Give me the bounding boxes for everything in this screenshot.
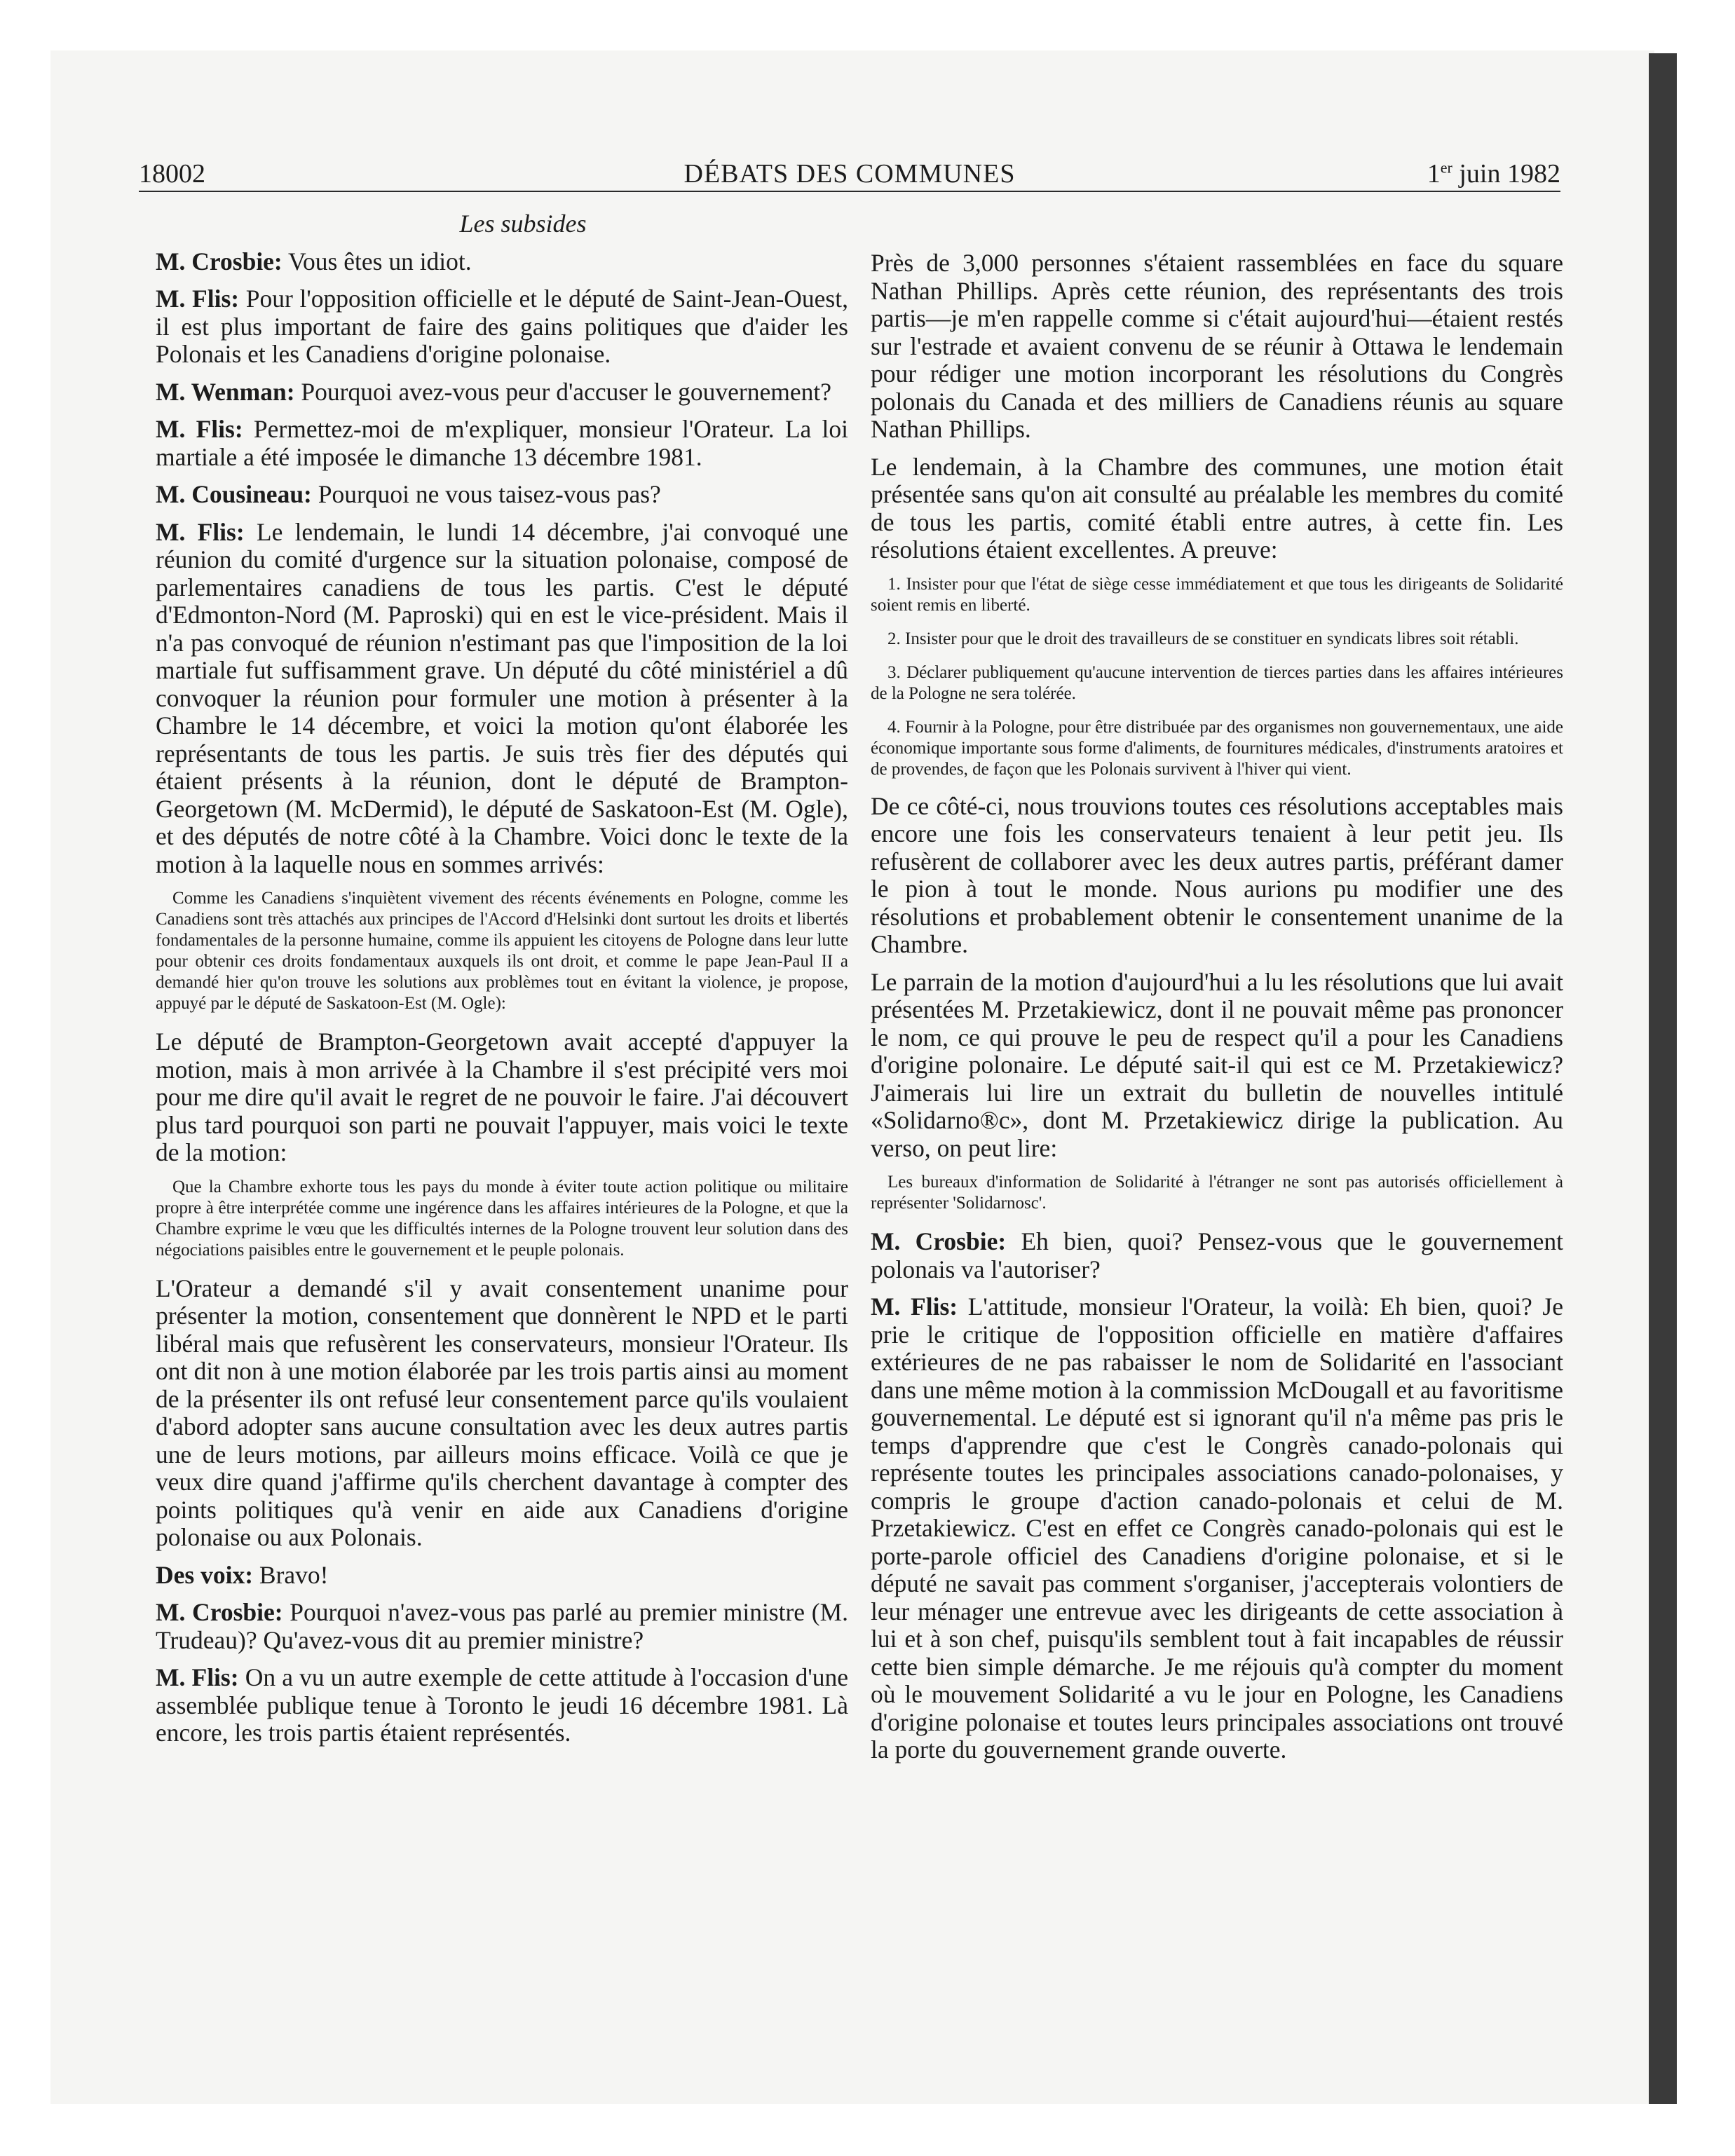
- speech-paragraph: M. Cousineau: Pourquoi ne vous taisez-vous pas?: [156, 480, 661, 508]
- left-column: [156, 210, 848, 1757]
- resolution-item: 2. Insister pour que le droit des travailleurs de se constituer en syndicats libres soit rétabli.: [887, 629, 1519, 648]
- motion-quote: Comme les Canadiens s'inquiètent vivement des récents événements en Pologne, comme les Canadiens sont très attachés aux principes de l'Accord d'Helsinki dont surtout les droits et libertés fondamentales de la personne humaine, comme ils appuient les citoyens de Pologne dans leur lutte pour obtenir ces droits fondamentaux auxquels ils ont droit, et comme le pape Jean-Paul II a demandé hier qu'on trouve les solutions aux problèmes tout en évitant la violence, je propose, appuyé par le député de Saskatoon-Est (M. Ogle):: [156, 889, 848, 1013]
- right-column: [871, 250, 1563, 1774]
- speaker-name: M. Cousineau:: [156, 480, 312, 508]
- speech-paragraph: M. Crosbie: Eh bien, quoi? Pensez-vous que le gouvernement polonais va l'autoriser?: [871, 1227, 1563, 1283]
- speaker-name: Des voix:: [156, 1560, 254, 1589]
- speech-paragraph: M. Flis: Pour l'opposition officielle et le député de Saint-Jean-Ouest, il est plus important de faire des gains politiques que d'aider les Polonais et les Canadiens d'origine polonaise.: [156, 285, 848, 368]
- publication-title: DÉBATS DES COMMUNES: [683, 159, 1016, 189]
- speech-paragraph: M. Crosbie: Pourquoi n'avez-vous pas parlé au premier ministre (M. Trudeau)? Qu'avez-vous dit au premier ministre?: [156, 1598, 849, 1654]
- body-paragraph: De ce côté-ci, nous trouvions toutes ces résolutions acceptables mais encore une fois les conservateurs tenaient à leur petit jeu. Ils refusèrent de collaborer avec les deux autres partis, préférant damer le pion à tout le monde. Nous aurions pu modifier une des résolutions et probablement obtenir le consentement unanime de la Chambre.: [871, 791, 1563, 958]
- speech-paragraph: M. Flis: On a vu un autre exemple de cette attitude à l'occasion d'une assemblée publique tenue à Toronto le jeudi 16 décembre 1981. Là encore, les trois partis étaient représentés.: [156, 1663, 848, 1747]
- speech-paragraph: Des voix: Bravo!: [156, 1560, 329, 1589]
- body-paragraph: Le lendemain, à la Chambre des communes, une motion était présentée sans qu'on ait consulté au préalable les membres du comité de tous les partis, comité établi entre autres, à cette fin. Les résolutions étaient excellentes. A preuve:: [871, 452, 1563, 564]
- speaker-name: M. Flis:: [871, 1292, 958, 1321]
- section-title: Les subsides: [459, 210, 587, 238]
- speaker-name: M. Flis:: [156, 517, 245, 546]
- body-paragraph: Le parrain de la motion d'aujourd'hui a lu les résolutions que lui avait présentées M. Przetakiewicz, dont il ne pouvait même pas prononcer le nom, ce qui prouve le peu de respect qu'il a pour les Canadiens d'origine polonaire. Le député sait-il qui est ce M. Przetakiewicz? J'aimerais lui lire un extrait du bulletin de nouvelles intitulé «Solidarno®c», dont M. Przetakiewicz dirige la publication. Au verso, on peut lire:: [871, 967, 1563, 1162]
- issue-date: 1er juin 1982: [1427, 158, 1560, 189]
- resolution-item: 4. Fournir à la Pologne, pour être distribuée par des organismes non gouvernementaux, une aide économique importante sous forme d'aliments, de fournitures médicales, d'instruments aratoires et de provendes, de façon que les Polonais survivent à l'hiver qui vient.: [871, 717, 1563, 779]
- speech-paragraph: M. Wenman: Pourquoi avez-vous peur d'accuser le gouvernement?: [156, 377, 831, 406]
- page-header: [139, 156, 1560, 192]
- speaker-name: M. Wenman:: [156, 377, 295, 406]
- speaker-name: M. Flis:: [156, 285, 240, 313]
- body-paragraph: Près de 3,000 personnes s'étaient rassemblées en face du square Nathan Phillips. Après cette réunion, des représentants des trois partis—je m'en rappelle comme si c'était aujourd'hui—étaient restés sur l'estrade et avaient convenu de se réunir à Ottawa le lendemain pour rédiger une motion incorporant les résolutions du Congrès polonais du Canada et des milliers de Canadiens réunis au square Nathan Phillips.: [871, 249, 1563, 443]
- bulletin-quote: Les bureaux d'information de Solidarité à l'étranger ne sont pas autorisés officiellement à représenter 'Solidarnosc'.: [871, 1173, 1563, 1213]
- speaker-name: M. Flis:: [156, 1663, 239, 1691]
- speaker-name: M. Crosbie:: [156, 1598, 283, 1626]
- body-paragraph: L'Orateur a demandé s'il y avait consentement unanime pour présenter la motion, consentement que donnèrent le NPD et le parti libéral mais que refusèrent les conservateurs, monsieur l'Orateur. Ils ont dit non à une motion élaborée par les trois partis ainsi au moment de la présenter ils ont refusé leur consentement parce qu'ils voulaient d'abord adopter sans aucune consultation avec les deux autres partis une de leurs motions, par ailleurs moins efficace. Voilà ce que je veux dire quand j'affirme qu'ils cherchent davantage à compter des points politiques qu'à venir en aide aux Canadiens d'origine polonaise ou aux Polonais.: [156, 1274, 848, 1551]
- speaker-name: M. Crosbie:: [871, 1227, 1007, 1255]
- speech-paragraph: M. Flis: Le lendemain, le lundi 14 décembre, j'ai convoqué une réunion du comité d'urgence sur la situation polonaise, composé de parlementaires canadiens de tous les partis. C'est le député d'Edmonton-Nord (M. Paproski) qui en est le vice-président. Mais il n'a pas convoqué de réunion n'estimant pas que l'imposition de la loi martiale fut suffisamment grave. Un député du côté ministériel a dû convoquer la réunion pour formuler une motion à présenter à la Chambre le 14 décembre, et voici la motion qu'ont élaborée les représentants de tous les partis. Je suis très fier des députés qui étaient présents à la réunion, dont le député de Brampton-Georgetown (M. McDermid), le député de Saskatoon-Est (M. Ogle), et des députés de notre côté à la Chambre. Voici donc le texte de la motion à la laquelle nous en sommes arrivés:: [156, 517, 848, 878]
- speech-paragraph: M. Flis: Permettez-moi de m'expliquer, monsieur l'Orateur. La loi martiale a été imposée le dimanche 13 décembre 1981.: [156, 415, 848, 471]
- motion-quote: Que la Chambre exhorte tous les pays du monde à éviter toute action politique ou militaire propre à être interprétée comme une ingérence dans les affaires intérieures de la Pologne, et que la Chambre exprime le vœu que les difficultés internes de la Pologne trouvent leur solution dans des négociations paisibles entre le gouvernement et le peuple polonais.: [156, 1177, 848, 1260]
- resolution-item: 1. Insister pour que l'état de siège cesse immédiatement et que tous les dirigeants de Solidarité soient remis en liberté.: [871, 574, 1563, 615]
- body-paragraph: Le député de Brampton-Georgetown avait accepté d'appuyer la motion, mais à mon arrivée à la Chambre il s'est précipité vers moi pour me dire qu'il avait le regret de ne pouvoir le faire. J'ai découvert plus tard pourquoi son parti ne pouvait l'appuyer, mais voici le texte de la motion:: [156, 1028, 848, 1166]
- speech-paragraph: M. Flis: L'attitude, monsieur l'Orateur, la voilà: Eh bien, quoi? Je prie le critique de l'opposition officielle en matière d'affaires extérieures de ne pas rabaisser le nom de Solidarité en l'associant dans une même motion à la commission McDougall et au favoritisme gouvernemental. Le député est si ignorant qu'il n'a même pas pris le temps d'apprendre que c'est le Congrès canado-polonais qui représente toutes les principales associations canado-polonaises, y compris le groupe d'action canado-polonais et celui de M. Przetakiewicz. C'est en effet ce Congrès canado-polonais qui est le porte-parole officiel des Canadiens d'origine polonaise, et si le député ne savait pas comment s'organiser, j'accepterais volontiers de leur ménager une entrevue avec les dirigeants de cette association à lui et à son chef, puisqu'ils semblent tout à fait incapables de réussir cette bien simple démarche. Je me réjouis qu'à compter du moment où le mouvement Solidarité a vu le jour en Pologne, les Canadiens d'origine polonaise et toutes leurs principales associations ont trouvé la porte du gouvernement grande ouverte.: [871, 1292, 1563, 1763]
- scan-edge-bar: [1649, 53, 1677, 2104]
- speaker-name: M. Crosbie:: [156, 247, 283, 275]
- speech-paragraph: M. Crosbie: Vous êtes un idiot.: [156, 247, 472, 275]
- resolution-item: 3. Déclarer publiquement qu'aucune intervention de tierces parties dans les affaires intérieures de la Pologne ne sera tolérée.: [871, 662, 1563, 703]
- speaker-name: M. Flis:: [156, 415, 243, 443]
- page-number: 18002: [139, 159, 205, 189]
